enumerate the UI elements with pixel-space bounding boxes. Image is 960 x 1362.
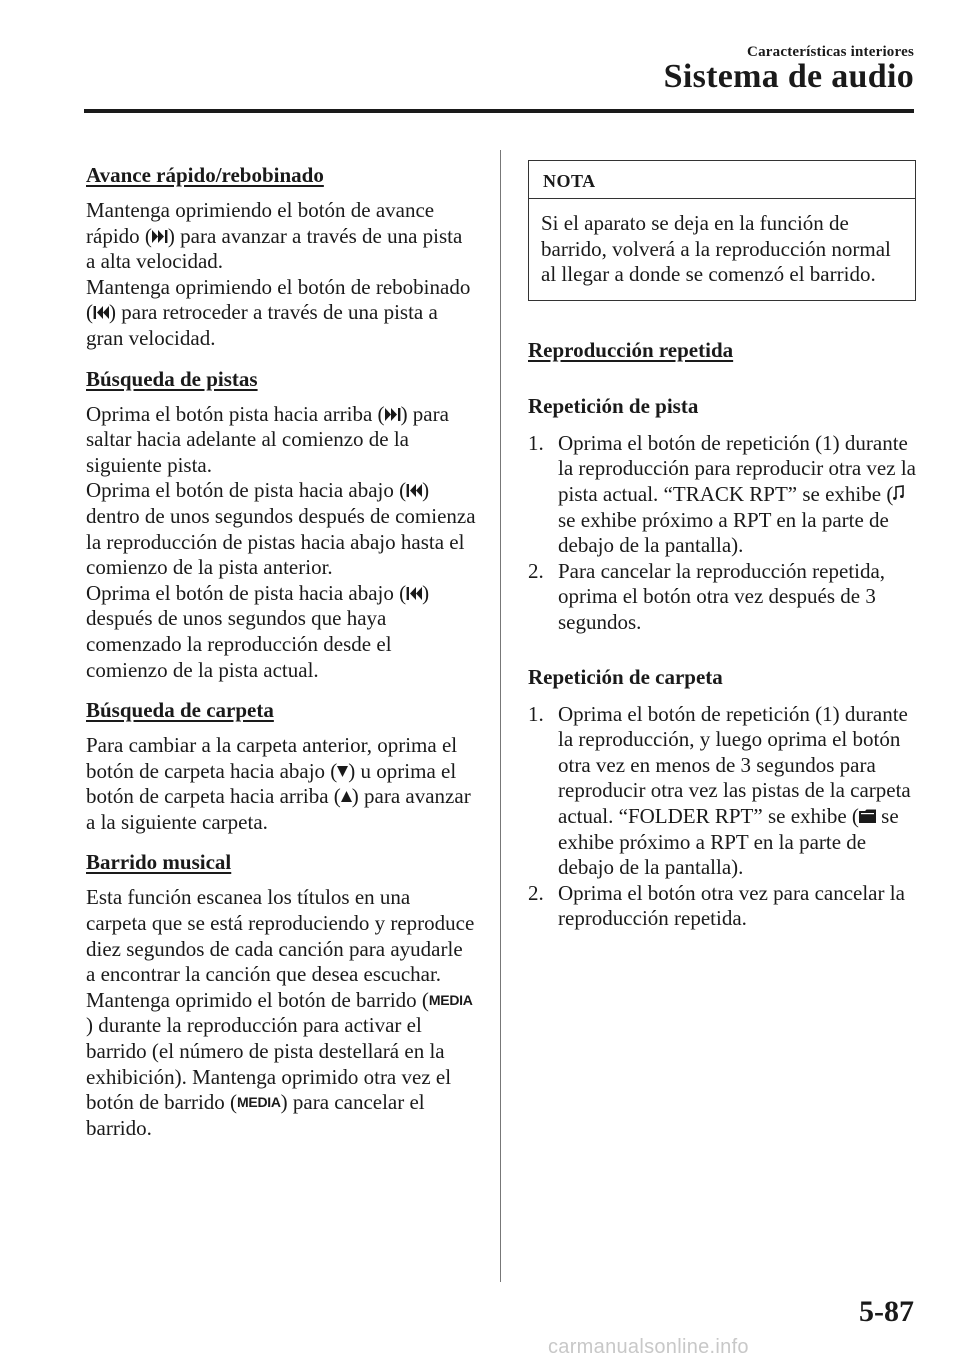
note-title: NOTA bbox=[529, 161, 915, 199]
track-down-icon bbox=[406, 587, 422, 600]
fast-forward-icon bbox=[152, 230, 168, 243]
page-number: 5-87 bbox=[859, 1295, 914, 1328]
list-item: 2. Para cancelar la reproducción repetida, oprima el botón otra vez después de 3 segundos. bbox=[528, 558, 886, 634]
left-column bbox=[86, 160, 476, 1141]
header-rule bbox=[84, 109, 914, 113]
track-up-icon bbox=[385, 408, 401, 421]
paragraph-fast-forward: Mantenga oprimiendo el botón de avance rápido ( ) para avanzar a través de una pista a alta velocidad. bbox=[86, 198, 463, 274]
paragraph-folder-search: Para cambiar a la carpeta anterior, oprima el botón de carpeta hacia abajo ( ) u oprima el botón de carpeta hacia arriba ( ) para avanzar a la siguiente carpeta. bbox=[86, 733, 471, 834]
paragraph-music-scan-intro: Esta función escanea los títulos en una carpeta que se está reproduciendo y reproduce diez segundos de cada canción para ayudarle a encontrar la canción que desea escuchar. bbox=[86, 885, 475, 987]
page-title: Sistema de audio bbox=[663, 58, 914, 95]
list-item: 1. Oprima el botón de repetición (1) durante la reproducción, y luego oprima el botón otra vez en menos de 3 segundos para reproducir otra vez las pistas de la carpeta actual. “FOLDER RPT” se exhibe ( se exhibe próximo a RPT en la parte de debajo de la pantalla). bbox=[528, 701, 911, 880]
heading-repeat-playback: Reproducción repetida bbox=[528, 337, 734, 362]
heading-track-search: Búsqueda de pistas bbox=[86, 366, 258, 391]
track-down-icon bbox=[406, 484, 422, 497]
right-column bbox=[528, 160, 918, 932]
watermark: carmanualsonline.info bbox=[548, 1336, 749, 1358]
heading-folder-search: Búsqueda de carpeta bbox=[86, 698, 274, 723]
folder-down-icon bbox=[337, 765, 348, 778]
paragraph-track-down-restart: Oprima el botón de pista hacia abajo ( ) después de unos segundos que haya comenzado la reproducción desde el comienzo de la pista actual. bbox=[86, 580, 430, 682]
music-note-icon bbox=[893, 485, 904, 501]
rewind-icon bbox=[93, 306, 109, 319]
column-divider bbox=[500, 150, 501, 1282]
folder-repeat-steps bbox=[528, 702, 918, 932]
paragraph-track-up: Oprima el botón pista hacia arriba ( ) para saltar hacia adelante al comienzo de la siguiente pista. bbox=[86, 401, 449, 477]
note-box bbox=[528, 160, 916, 301]
heading-music-scan: Barrido musical bbox=[86, 850, 232, 875]
heading-fast-forward: Avance rápido/rebobinado bbox=[86, 163, 324, 187]
header-section-label: Características interiores bbox=[747, 44, 914, 60]
media-button-icon: MEDIA bbox=[428, 991, 473, 1008]
note-text: Si el aparato se deja en la función de barrido, volverá a la reproducción normal al llegar a donde se comenzó el barrido. bbox=[541, 211, 891, 287]
heading-track-repeat: Repetición de pista bbox=[528, 393, 699, 418]
paragraph-music-scan-howto: Mantenga oprimido el botón de barrido (MEDIA) durante la reproducción para activar el barrido (el número de pista destellará en la exhibición). Mantenga oprimido otra vez el botón de barrido (MEDIA) para cancelar el barrido. bbox=[86, 987, 473, 1140]
folder-up-icon bbox=[341, 790, 352, 803]
paragraph-track-down-previous: Oprima el botón de pista hacia abajo ( ) dentro de unos segundos después de comienza la reproducción de pistas hacia abajo hasta el comienzo de la pista anterior. bbox=[86, 478, 476, 580]
folder-icon bbox=[859, 809, 876, 823]
track-repeat-steps bbox=[528, 431, 918, 636]
media-button-icon: MEDIA bbox=[237, 1094, 281, 1111]
list-item: 2. Oprima el botón otra vez para cancelar la reproducción repetida. bbox=[528, 880, 905, 931]
heading-folder-repeat: Repetición de carpeta bbox=[528, 664, 723, 689]
paragraph-rewind: Mantenga oprimiendo el botón de rebobinado ( ) para retroceder a través de una pista a gran velocidad. bbox=[86, 274, 471, 350]
list-item: 1. Oprima el botón de repetición (1) durante la reproducción para reproducir otra vez la pista actual. “TRACK RPT” se exhibe (se exhibe próximo a RPT en la parte de debajo de la pantalla). bbox=[528, 430, 916, 558]
